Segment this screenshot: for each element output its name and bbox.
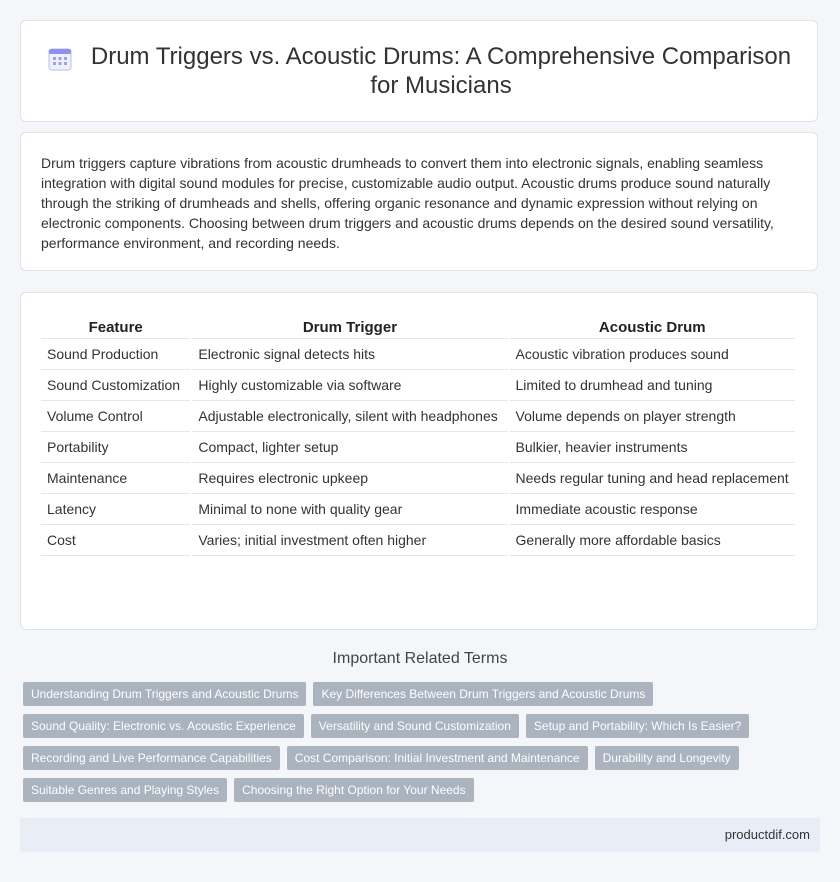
related-terms-tags <box>23 682 823 810</box>
drum-trigger-cell: Compact, lighter setup <box>192 432 507 463</box>
page-title-line2: for Musicians <box>370 72 512 99</box>
related-term-tag[interactable]: Versatility and Sound Customization <box>311 714 519 738</box>
related-term-tag[interactable]: Cost Comparison: Initial Investment and Maintenance <box>287 746 588 770</box>
acoustic-drum-cell: Acoustic vibration produces sound <box>510 339 795 370</box>
tag-row <box>23 778 823 802</box>
table-row <box>41 370 795 401</box>
table-row <box>41 463 795 494</box>
drum-trigger-cell: Adjustable electronically, silent with headphones <box>192 401 507 432</box>
footer <box>20 818 820 852</box>
acoustic-drum-cell: Limited to drumhead and tuning <box>510 370 795 401</box>
column-header-feature: Feature <box>41 313 190 339</box>
related-term-tag[interactable]: Understanding Drum Triggers and Acoustic Drums <box>23 682 306 706</box>
drum-trigger-cell: Requires electronic upkeep <box>192 463 507 494</box>
related-terms-heading: Important Related Terms <box>332 650 508 667</box>
related-term-tag[interactable]: Setup and Portability: Which Is Easier? <box>526 714 749 738</box>
feature-cell: Sound Customization <box>41 370 190 401</box>
acoustic-drum-cell: Needs regular tuning and head replacement <box>510 463 795 494</box>
table-row <box>41 401 795 432</box>
related-term-tag[interactable]: Sound Quality: Electronic vs. Acoustic Experience <box>23 714 304 738</box>
related-term-tag[interactable]: Suitable Genres and Playing Styles <box>23 778 227 802</box>
feature-cell: Cost <box>41 525 190 556</box>
table-row <box>41 494 795 525</box>
intro-paragraph: Drum triggers capture vibrations from acoustic drumheads to convert them into electronic signals, enabling seamless integration with digital sound modules for precise, customizable audio output. Acoustic drums produce sound naturally through the striking of drumheads and shells, offering organic resonance and dynamic expression without relying on electronic components. Choosing between drum triggers and acoustic drums depends on the desired sound versatility, performance environment, and recording needs. <box>41 155 774 251</box>
table-row <box>41 339 795 370</box>
page-title <box>91 42 791 100</box>
acoustic-drum-cell: Generally more affordable basics <box>510 525 795 556</box>
column-header-drum-trigger: Drum Trigger <box>192 313 507 339</box>
related-term-tag[interactable]: Recording and Live Performance Capabilities <box>23 746 280 770</box>
table-header-row <box>41 313 795 339</box>
feature-cell: Maintenance <box>41 463 190 494</box>
drum-trigger-cell: Minimal to none with quality gear <box>192 494 507 525</box>
tag-row <box>23 682 823 706</box>
table-row <box>41 525 795 556</box>
feature-cell: Volume Control <box>41 401 190 432</box>
title-wrap <box>39 42 799 100</box>
acoustic-drum-cell: Bulkier, heavier instruments <box>510 432 795 463</box>
page-title-line1: Drum Triggers vs. Acoustic Drums: A Comprehensive Comparison <box>90 43 792 70</box>
footer-site-name[interactable]: productdif.com <box>724 827 810 842</box>
related-term-tag[interactable]: Key Differences Between Drum Triggers and Acoustic Drums <box>313 682 653 706</box>
table-row <box>41 432 795 463</box>
title-card <box>20 20 818 122</box>
feature-cell: Sound Production <box>41 339 190 370</box>
comparison-table <box>39 313 797 556</box>
tag-row <box>23 746 823 770</box>
feature-cell: Portability <box>41 432 190 463</box>
acoustic-drum-cell: Immediate acoustic response <box>510 494 795 525</box>
acoustic-drum-cell: Volume depends on player strength <box>510 401 795 432</box>
related-term-tag[interactable]: Choosing the Right Option for Your Needs <box>234 778 473 802</box>
comparison-card <box>20 292 818 630</box>
drum-trigger-cell: Varies; initial investment often higher <box>192 525 507 556</box>
feature-cell: Latency <box>41 494 190 525</box>
calendar-grid-icon <box>47 46 73 72</box>
tag-row <box>23 714 823 738</box>
intro-card <box>20 132 818 271</box>
drum-trigger-cell: Highly customizable via software <box>192 370 507 401</box>
drum-trigger-cell: Electronic signal detects hits <box>192 339 507 370</box>
related-term-tag[interactable]: Durability and Longevity <box>595 746 739 770</box>
column-header-acoustic-drum: Acoustic Drum <box>510 313 795 339</box>
